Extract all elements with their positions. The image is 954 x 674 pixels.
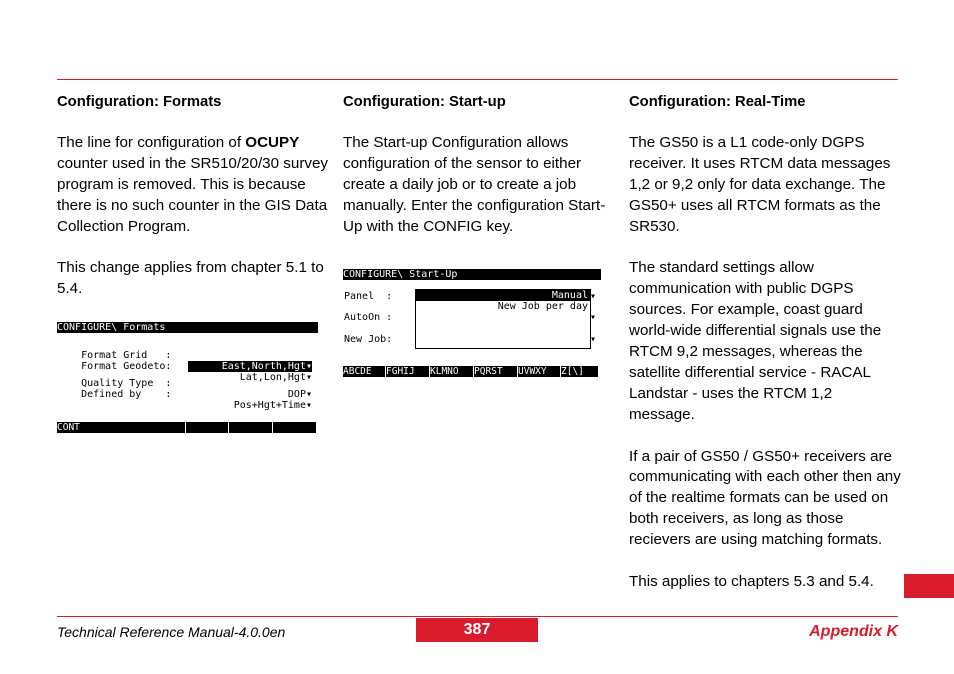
bottom-rule: [57, 616, 898, 617]
paragraph-startup-1: The Start-up Configuration allows configuration of the sensor to either create a daily job or to create a job manually. Enter the configuration Start-Up with the CONFIG key.: [343, 134, 606, 235]
lcd-label-autoon: AutoOn :: [344, 312, 393, 323]
lcd-startup: [343, 269, 601, 345]
heading-startup: Configuration: Start-up: [343, 94, 506, 110]
paragraph-realtime-4: This applies to chapters 5.3 and 5.4.: [629, 572, 874, 590]
para-text: The line for configuration of: [57, 134, 246, 151]
page-number: 387: [416, 618, 538, 642]
heading-realtime: Configuration: Real-Time: [629, 94, 806, 110]
softkey-cont[interactable]: CONT: [57, 422, 186, 433]
chapter-tab: [904, 574, 954, 598]
lcd-label-newjob: New Job:: [344, 334, 393, 345]
lcd-title: CONFIGURE\ Formats: [57, 322, 318, 333]
softkey-z[interactable]: Z[\]: [561, 366, 598, 377]
paragraph-formats-2: This change applies from chapter 5.1 to 5.4.: [57, 259, 324, 298]
softkey-klmno[interactable]: KLMNO: [430, 366, 474, 377]
paragraph-realtime-2: The standard settings allow communication with public DGPS sources. For example, coast guard world-wide differential signals use the RTCM 9,2 messages, whereas the satellite differential service - RACAL Landstar - uses the RTCM 1,2 message.: [629, 259, 882, 423]
column-startup: [343, 92, 618, 258]
lcd-label: Defined by :: [81, 389, 172, 400]
lcd-value-selected[interactable]: East,North,Hgt▾: [188, 361, 312, 372]
paragraph-formats-1: [57, 133, 332, 238]
lcd-title: CONFIGURE\ Start-Up: [343, 269, 601, 280]
lcd-formats: [57, 322, 318, 411]
dropdown-list[interactable]: [415, 289, 591, 349]
scroll-arrow-icon: ▾: [590, 312, 597, 323]
softkey-empty[interactable]: [229, 422, 273, 433]
scroll-arrow-icon: ▾: [590, 291, 597, 302]
top-rule: [57, 79, 898, 80]
dropdown-option[interactable]: New Job per day: [497, 301, 588, 312]
softkey-uvwxy[interactable]: UVWXY: [518, 366, 561, 377]
lcd-value[interactable]: DOP▾: [287, 389, 312, 400]
softkey-fghij[interactable]: FGHIJ: [386, 366, 430, 377]
dropdown-option-selected[interactable]: Manual: [416, 290, 590, 301]
softkey-abcde[interactable]: ABCDE: [343, 366, 386, 377]
column-formats: [57, 92, 332, 321]
manual-title: Technical Reference Manual-4.0.0en: [57, 624, 286, 640]
column-realtime: [629, 92, 901, 614]
lcd-label-panel: Panel :: [344, 291, 393, 302]
paragraph-realtime-1: The GS50 is a L1 code-only DGPS receiver. It uses RTCM data messages 1,2 or 9,2 only for data exchange. The GS50+ uses all RTCM formats as the SR530.: [629, 134, 891, 235]
para-bold-text: OCUPY: [245, 134, 300, 151]
lcd-value[interactable]: Pos+Hgt+Time▾: [233, 400, 312, 411]
heading-formats: Configuration: Formats: [57, 94, 222, 110]
lcd-label: Format Grid :: [81, 350, 172, 361]
lcd-label: Format Geodeto:: [81, 361, 172, 372]
appendix-label: Appendix K: [809, 623, 898, 640]
lcd-value[interactable]: Lat,Lon,Hgt▾: [239, 372, 312, 383]
softkey-empty[interactable]: [186, 422, 229, 433]
lcd-label: Quality Type :: [81, 378, 172, 389]
softkey-pqrst[interactable]: PQRST: [474, 366, 518, 377]
para-text: counter used in the SR510/20/30 survey program is removed. This is because there is no such counter in the GIS Data Collection Program.: [57, 154, 329, 235]
softkey-bar-formats: [57, 422, 317, 433]
softkey-empty[interactable]: [273, 422, 316, 433]
paragraph-realtime-3: If a pair of GS50 / GS50+ receivers are communicating with each other then any of the realtime formats can be used on both receivers, as long as those recievers are using matching formats.: [629, 447, 901, 549]
scroll-arrow-icon: ▾: [590, 334, 597, 345]
softkey-bar-startup: [343, 366, 600, 377]
